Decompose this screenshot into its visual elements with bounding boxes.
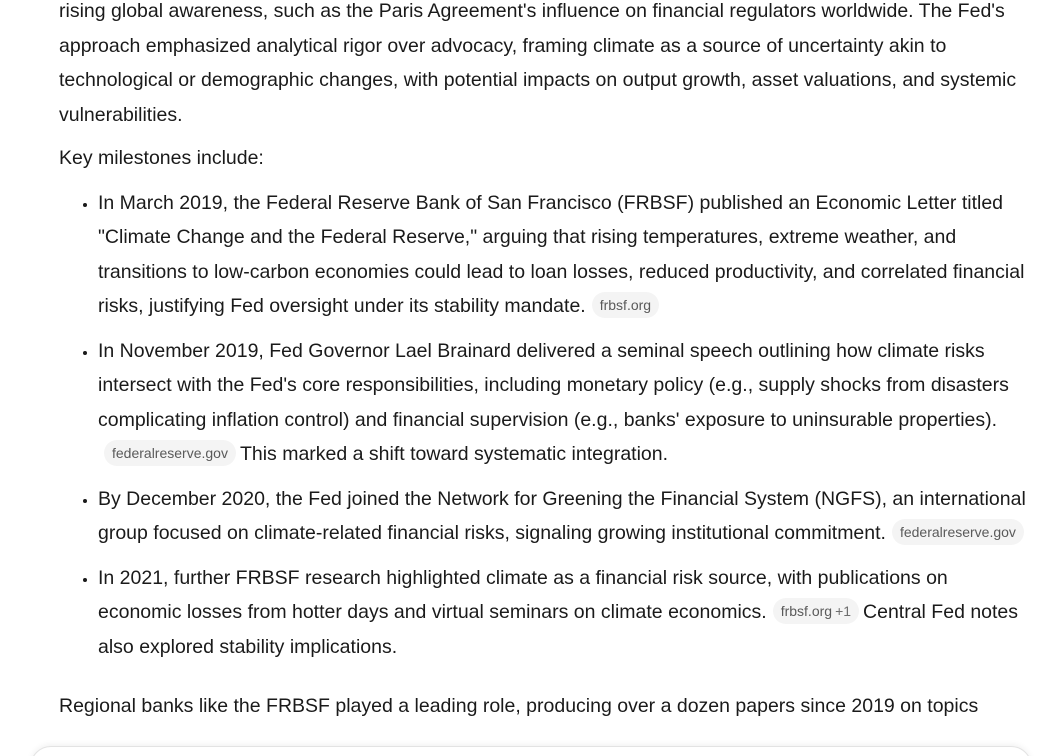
- list-item-text: In 2021, further FRBSF research highlighted climate as a financial risk source, with publications on economic losses from hotter days and virtual seminars on climate economics.: [98, 566, 948, 623]
- intro-paragraph: rising global awareness, such as the Paris Agreement's influence on financial regulators worldwide. The Fed's approach emphasized analytical rigor over advocacy, framing climate as a source of uncertainty akin to technological or demographic changes, with potential impacts on output growth, asset valuations, and systemic vulnerabilities.: [59, 0, 1017, 126]
- list-item-text: In November 2019, Fed Governor Lael Brainard delivered a seminal speech outlining how climate risks intersect with the Fed's core responsibilities, including monetary policy (e.g., supply shocks from disasters complicating inflation control) and financial supervision (e.g., banks' exposure to uninsurable properties).: [98, 339, 1009, 431]
- source-chip[interactable]: [773, 598, 859, 624]
- list-item: [98, 186, 1029, 324]
- milestones-list: [59, 186, 1029, 665]
- source-chip[interactable]: [892, 519, 1024, 545]
- closing-paragraph: Regional banks like the FRBSF played a leading role, producing over a dozen papers since 2019 on topics: [59, 695, 979, 717]
- source-chip-label: federalreserve.gov: [112, 445, 228, 461]
- chat-input-box[interactable]: [30, 746, 1032, 756]
- milestones-label: Key milestones include:: [59, 147, 264, 169]
- list-item-text: In March 2019, the Federal Reserve Bank of San Francisco (FRBSF) published an Economic Letter titled "Climate Change and the Federal Reserve," arguing that rising temperatures, extreme weather, and transitions to low-carbon economies could lead to loan losses, reduced productivity, and correlated financial risks, justifying Fed oversight under its stability mandate.: [98, 191, 1025, 317]
- list-item: [98, 334, 1029, 472]
- response-content: [59, 0, 1029, 724]
- source-chip-label: frbsf.org: [599, 297, 652, 313]
- source-chip-label: frbsf.org: [780, 603, 833, 619]
- source-chip[interactable]: [104, 440, 236, 466]
- list-item-trailing-text: Central Fed notes also explored stability implications.: [98, 601, 1019, 658]
- list-item: [98, 561, 1029, 665]
- list-item-trailing-text: This marked a shift toward systematic integration.: [239, 443, 669, 465]
- source-chip-count: +1: [835, 603, 852, 619]
- list-item-text: By December 2020, the Fed joined the Network for Greening the Financial System (NGFS), an international group focused on climate-related financial risks, signaling growing institutional commitment.: [98, 487, 1026, 544]
- source-chip[interactable]: [592, 292, 659, 318]
- list-item: [98, 482, 1029, 551]
- source-chip-label: federalreserve.gov: [899, 524, 1016, 540]
